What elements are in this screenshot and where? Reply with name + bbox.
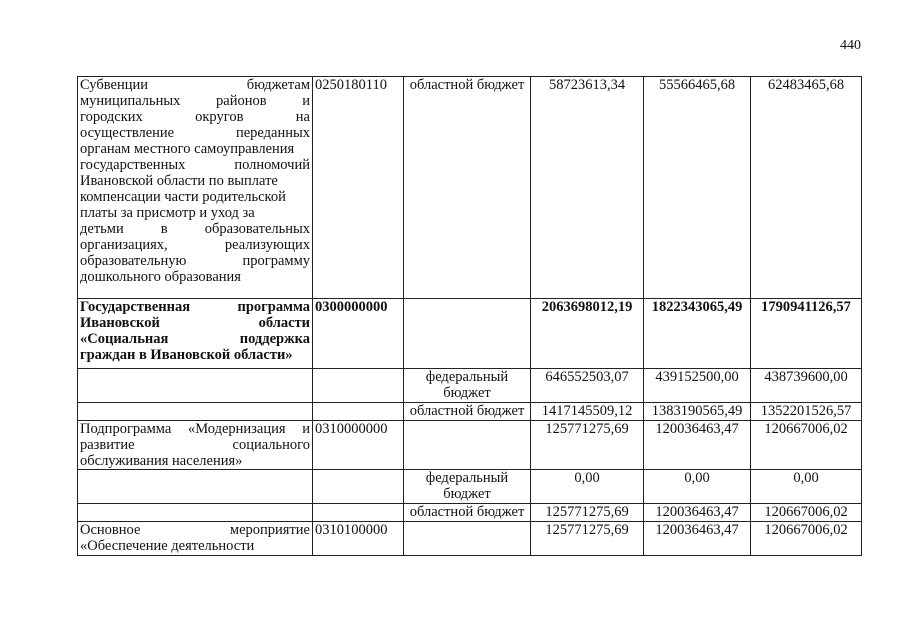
target-code-cell [313,504,404,522]
program-name-word: области [258,315,310,331]
funding-source-cell: областной бюджет [404,403,531,421]
target-code-cell [313,369,404,403]
funding-source-cell: областной бюджет [404,77,531,299]
program-name-word: социального [232,437,310,453]
program-name-word: организациях, [80,237,168,253]
program-name-word: переданных [235,125,310,141]
program-name-line [80,205,310,221]
program-name-line [80,253,310,269]
program-name-word: в [160,221,168,237]
program-name-word: реализующих [224,237,310,253]
table-row [78,470,862,504]
program-name-line [80,173,310,189]
program-name-word: органам местного самоуправления [80,141,295,157]
program-name-line [80,125,310,141]
program-name-word: городских [80,109,143,125]
program-name-word: районов [216,93,267,109]
amount-cell-1: 1417145509,12 [531,403,644,421]
program-name-cell [78,522,313,556]
program-name-word: и [302,93,310,109]
program-name-word: мероприятие [229,522,310,538]
program-name-word: муниципальных [80,93,181,109]
program-name-word: «Модернизация [187,421,286,437]
program-name-cell [78,470,313,504]
program-name-line [80,237,310,253]
amount-cell-1: 125771275,69 [531,421,644,470]
program-name-line [80,93,310,109]
program-name-word: Ивановской области по выплате [80,173,278,189]
amount-cell-3: 1352201526,57 [751,403,862,421]
program-name-line [80,189,310,205]
amount-cell-1: 125771275,69 [531,504,644,522]
program-name-word: и [302,421,310,437]
target-code-cell: 0310000000 [313,421,404,470]
program-name-word: бюджетам [246,77,310,93]
program-name-word: на [295,109,310,125]
target-code-cell [313,470,404,504]
program-name-line [80,141,310,157]
program-name-word: Ивановской [80,315,160,331]
table-row [78,421,862,470]
program-name-line [80,347,310,363]
program-name-line [80,221,310,237]
amount-cell-1: 646552503,07 [531,369,644,403]
amount-cell-3: 120667006,02 [751,421,862,470]
amount-cell-1: 0,00 [531,470,644,504]
program-name-word: полномочий [234,157,310,173]
table-row [78,522,862,556]
program-name-word: программа [237,299,310,315]
page-number: 440 [840,38,861,53]
amount-cell-3: 0,00 [751,470,862,504]
program-name-line [80,269,310,285]
funding-source-cell [404,299,531,369]
program-name-cell [78,299,313,369]
amount-cell-2: 439152500,00 [644,369,751,403]
amount-cell-3: 120667006,02 [751,504,862,522]
program-name-word: деятельности [171,538,255,554]
program-name-cell [78,77,313,299]
amount-cell-1: 58723613,34 [531,77,644,299]
program-name-word: Подпрограмма [80,421,172,437]
program-name-word: образовательных [204,221,310,237]
program-name-line [80,299,310,315]
program-name-word: поддержка [239,331,310,347]
amount-cell-1: 2063698012,19 [531,299,644,369]
amount-cell-2: 120036463,47 [644,504,751,522]
program-name-word: развитие [80,437,135,453]
program-name-line [80,437,310,453]
program-name-line [80,421,310,437]
program-name-cell [78,369,313,403]
program-name-word: граждан в Ивановской области» [80,347,293,363]
program-name-word: компенсации части родительской [80,189,286,205]
program-name-cell [78,403,313,421]
program-name-word: образовательную [80,253,187,269]
program-name-line [80,109,310,125]
program-name-word: обслуживания населения» [80,453,243,469]
table-row [78,299,862,369]
program-name-line [80,522,310,538]
amount-cell-2: 55566465,68 [644,77,751,299]
amount-cell-2: 120036463,47 [644,522,751,556]
program-name-word: округов [195,109,244,125]
amount-cell-3: 1790941126,57 [751,299,862,369]
table-row [78,369,862,403]
table-row [78,403,862,421]
program-name-line [80,77,310,93]
amount-cell-3: 120667006,02 [751,522,862,556]
table-row [78,504,862,522]
program-name-word: Основное [80,522,141,538]
program-name-line [80,538,310,554]
amount-cell-1: 125771275,69 [531,522,644,556]
table-row [78,77,862,299]
program-name-cell [78,421,313,470]
amount-cell-3: 438739600,00 [751,369,862,403]
program-name-word: платы за присмотр и уход за [80,205,255,221]
program-name-line [80,331,310,347]
funding-source-cell [404,421,531,470]
target-code-cell: 0250180110 [313,77,404,299]
funding-source-cell [404,522,531,556]
target-code-cell: 0310100000 [313,522,404,556]
program-name-word: государственных [80,157,186,173]
program-name-line [80,453,310,469]
budget-table [77,76,862,556]
program-name-line [80,157,310,173]
amount-cell-3: 62483465,68 [751,77,862,299]
program-name-word: программу [242,253,310,269]
target-code-cell: 0300000000 [313,299,404,369]
program-name-word: Государственная [80,299,191,315]
program-name-word: Субвенции [80,77,148,93]
program-name-cell [78,504,313,522]
budget-table-body [78,77,862,556]
program-name-word: осуществление [80,125,175,141]
amount-cell-2: 0,00 [644,470,751,504]
program-name-word: детьми [80,221,124,237]
program-name-line [80,315,310,331]
amount-cell-2: 120036463,47 [644,421,751,470]
target-code-cell [313,403,404,421]
funding-source-cell: областной бюджет [404,504,531,522]
program-name-word: дошкольного образования [80,269,241,285]
program-name-word: «Социальная [80,331,169,347]
amount-cell-2: 1822343065,49 [644,299,751,369]
program-name-word: «Обеспечение [80,538,168,554]
funding-source-cell: федеральный бюджет [404,470,531,504]
funding-source-cell: федеральный бюджет [404,369,531,403]
amount-cell-2: 1383190565,49 [644,403,751,421]
